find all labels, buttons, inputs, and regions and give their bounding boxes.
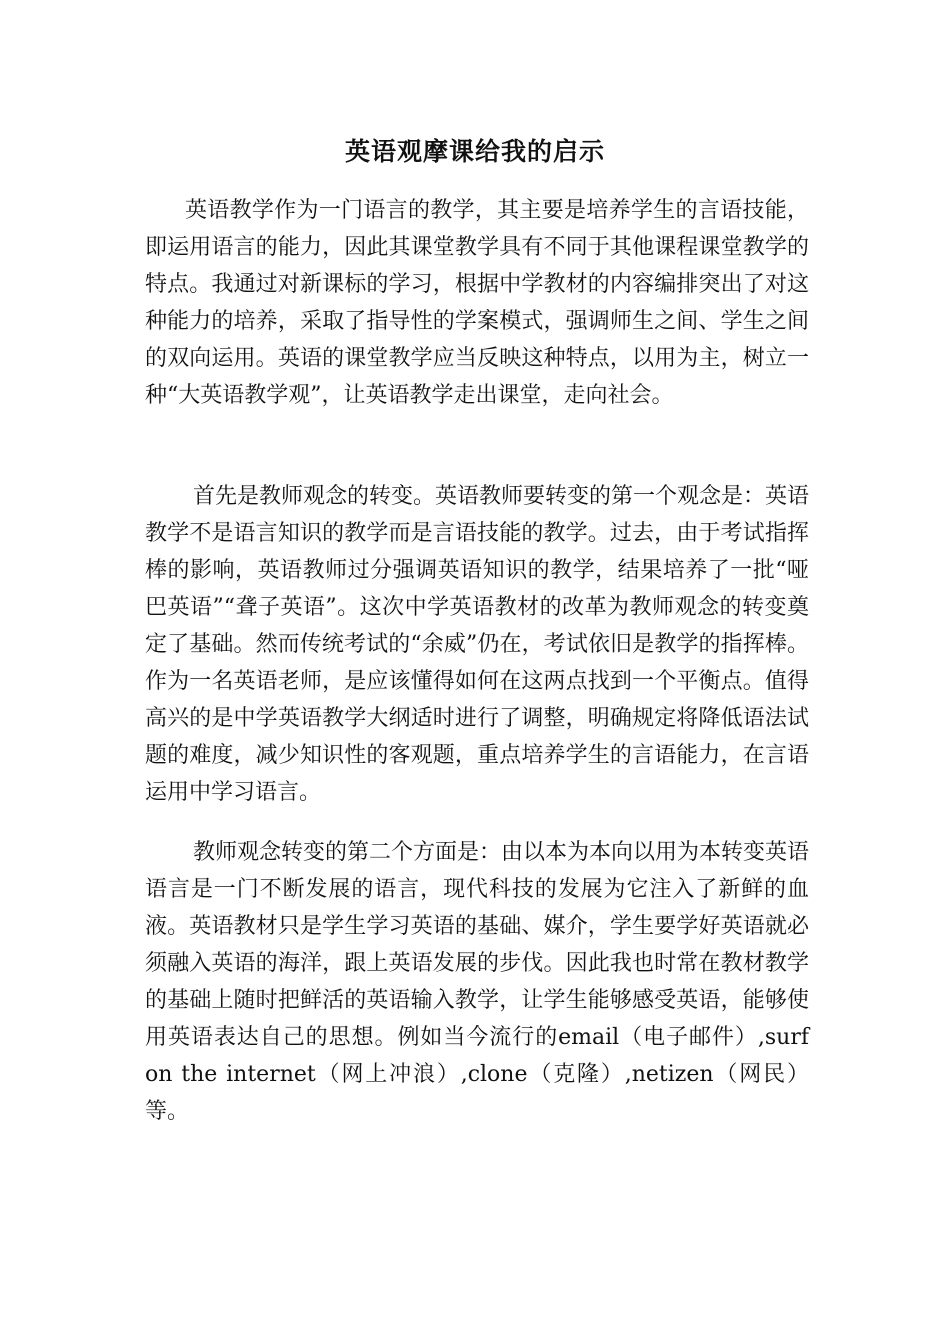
paragraph-3: 教师观念转变的第二个方面是：由以本为本向以用为本转变英语语言是一门不断发展的语言，现代科技的发展为它注入了新鲜的血液。英语教材只是学生学习英语的基础、媒介，学生要学好英语就必须融入英语的海洋，跟上英语发展的步伐。因此我也时常在教材教学的基础上随时把鲜活的英语输入教学，让学生能够感受英语，能够使用英语表达自己的思想。例如当今流行的email（电子邮件）,surf on the internet（网上冲浪）,clone（克隆）,netizen（网民）等。 — [145, 840, 810, 1124]
paragraph-1: 英语教学作为一门语言的教学，其主要是培养学生的言语技能，即运用语言的能力，因此其课堂教学具有不同于其他课程课堂教学的特点。我通过对新课标的学习，根据中学教材的内容编排突出了对这种能力的培养，采取了指导性的学案模式，强调师生之间、学生之间的双向运用。英语的课堂教学应当反映这种特点，以用为主，树立一种“大英语教学观”，让英语教学走出课堂，走向社会。 — [145, 198, 809, 408]
paragraph-2: 首先是教师观念的转变。英语教师要转变的第一个观念是：英语教学不是语言知识的教学而是言语技能的教学。过去，由于考试指挥棒的影响，英语教师过分强调英语知识的教学，结果培养了一批“哑巴英语”“聋子英语”。这次中学英语教材的改革为教师观念的转变奠定了基础。然而传统考试的“余威”仍在，考试依旧是教学的指挥棒。作为一名英语老师，是应该懂得如何在这两点找到一个平衡点。值得高兴的是中学英语教学大纲适时进行了调整，明确规定将降低语法试题的难度，减少知识性的客观题，重点培养学生的言语能力，在言语运用中学习语言。 — [145, 484, 810, 805]
document-title: 英语观摩课给我的启示 — [344, 137, 605, 166]
